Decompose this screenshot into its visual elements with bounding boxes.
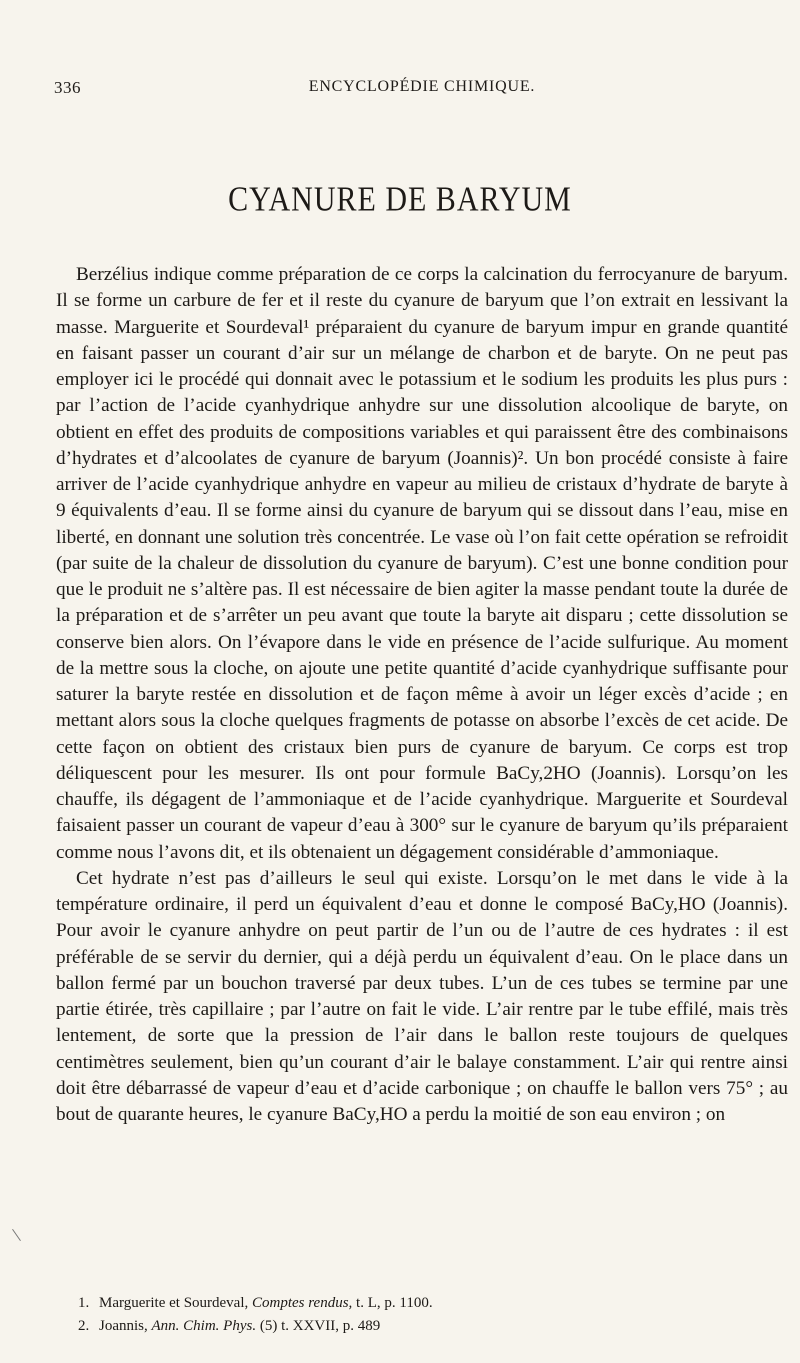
footnote-authors: Marguerite et Sourdeval,	[99, 1295, 249, 1311]
footnote	[78, 1315, 778, 1338]
footnote	[78, 1292, 778, 1315]
footnotes	[78, 1292, 778, 1338]
margin-mark	[12, 1229, 21, 1241]
footnote-authors: Joannis,	[99, 1318, 148, 1334]
footnote-ref: (5) t. XXVII, p. 489	[259, 1318, 381, 1334]
section-title: CYANURE DE BARYUM	[228, 180, 572, 219]
footnote-title: Comptes rendus,	[252, 1295, 353, 1311]
running-head: ENCYCLOPÉDIE CHIMIQUE.	[308, 78, 536, 95]
page-header	[54, 78, 790, 104]
page-number: 336	[54, 78, 81, 97]
footnote-number: 1.	[78, 1295, 90, 1311]
paragraph: Cet hydrate n’est pas d’ailleurs le seul qui existe. Lorsqu’on le met dans le vide à la température ordinaire, il perd un équivalent d’eau et donne le composé BaCy,HO (Joannis). Pour avoir le cyanure anhydre on peut partir de l’un ou de l’autre de ces hydrates : il est préférable de se servir du dernier, qui a déjà perdu un équivalent d’eau. On le place dans un ballon fermé par un bouchon traversé par deux tubes. L’un de ces tubes se termine par une partie étirée, très capillaire ; par l’autre on fait le vide. L’air rentre par le tube effilé, mais très lentement, de sorte que la pression de l’air dans le ballon reste toujours de quelques centimètres seulement, bien qu’un courant d’air le balaye constamment. L’air qui rentre ainsi doit être débarrassé de vapeur d’eau et d’acide carbonique ; on chauffe le ballon vers 75° ; au bout de quarante heures, le cyanure BaCy,HO a perdu la moitié de son eau environ ; on	[56, 867, 788, 1125]
footnote-number: 2.	[78, 1318, 90, 1334]
footnote-title: Ann. Chim. Phys.	[151, 1318, 257, 1334]
body-text	[56, 262, 788, 1128]
paragraph: Berzélius indique comme préparation de ce corps la calcination du ferrocyanure de baryum. Il se forme un carbure de fer et il reste du cyanure de baryum que l’on extrait en lessivant la masse. Marguerite et Sourdeval¹ préparaient du cyanure de baryum impur en grande quantité en faisant passer un courant d’air sur un mélange de charbon et de baryte. On ne peut pas employer ici le procédé qui donnait avec le potassium et le sodium les produits les plus purs : par l’action de l’acide cyanhydrique anhydre sur une dissolution alcoolique de baryte, on obtient en effet des produits de compositions variables et qui paraissent être des combinaisons d’hydrates et d’alcoolates de cyanure de baryum (Joannis)². Un bon procédé consiste à faire arriver de l’acide cyanhydrique anhydre en vapeur au milieu de cristaux d’hydrate de baryte à 9 équivalents d’eau. Il se forme ainsi du cyanure de baryum qui se dissout dans l’eau, mise en liberté, en donnant une solution très concentrée. Le vase où l’on fait cette opération se refroidit (par suite de la chaleur de dissolution du cyanure de baryum). C’est une bonne condition pour que le produit ne s’altère pas. Il est nécessaire de bien agiter la masse pendant toute la durée de la préparation et de s’arrêter un peu avant que toute la baryte ait disparu ; cette dissolution se conserve bien alors. On l’évapore dans le vide en présence de l’acide sulfurique. Au moment de la mettre sous la cloche, on ajoute une petite quantité d’acide cyanhydrique suffisante pour saturer la baryte restée en dissolution et de façon même à avoir un léger excès d’acide ; en mettant alors sous la cloche quelques fragments de potasse on absorbe l’excès de cet acide. De cette façon on obtient des cristaux bien purs de cyanure de baryum. Ce corps est trop déliquescent pour les mesurer. Ils ont pour formule BaCy,2HO (Joannis). Lorsqu’on les chauffe, ils dégagent de l’ammoniaque et de l’acide cyanhydrique. Marguerite et Sourdeval faisaient passer un courant de vapeur d’eau à 300° sur le cyanure de baryum qu’ils préparaient comme nous l’avons dit, et ils obtenaient un dégagement considérable d’ammoniaque.	[56, 264, 788, 863]
footnote-ref: t. L, p. 1100.	[356, 1295, 433, 1311]
